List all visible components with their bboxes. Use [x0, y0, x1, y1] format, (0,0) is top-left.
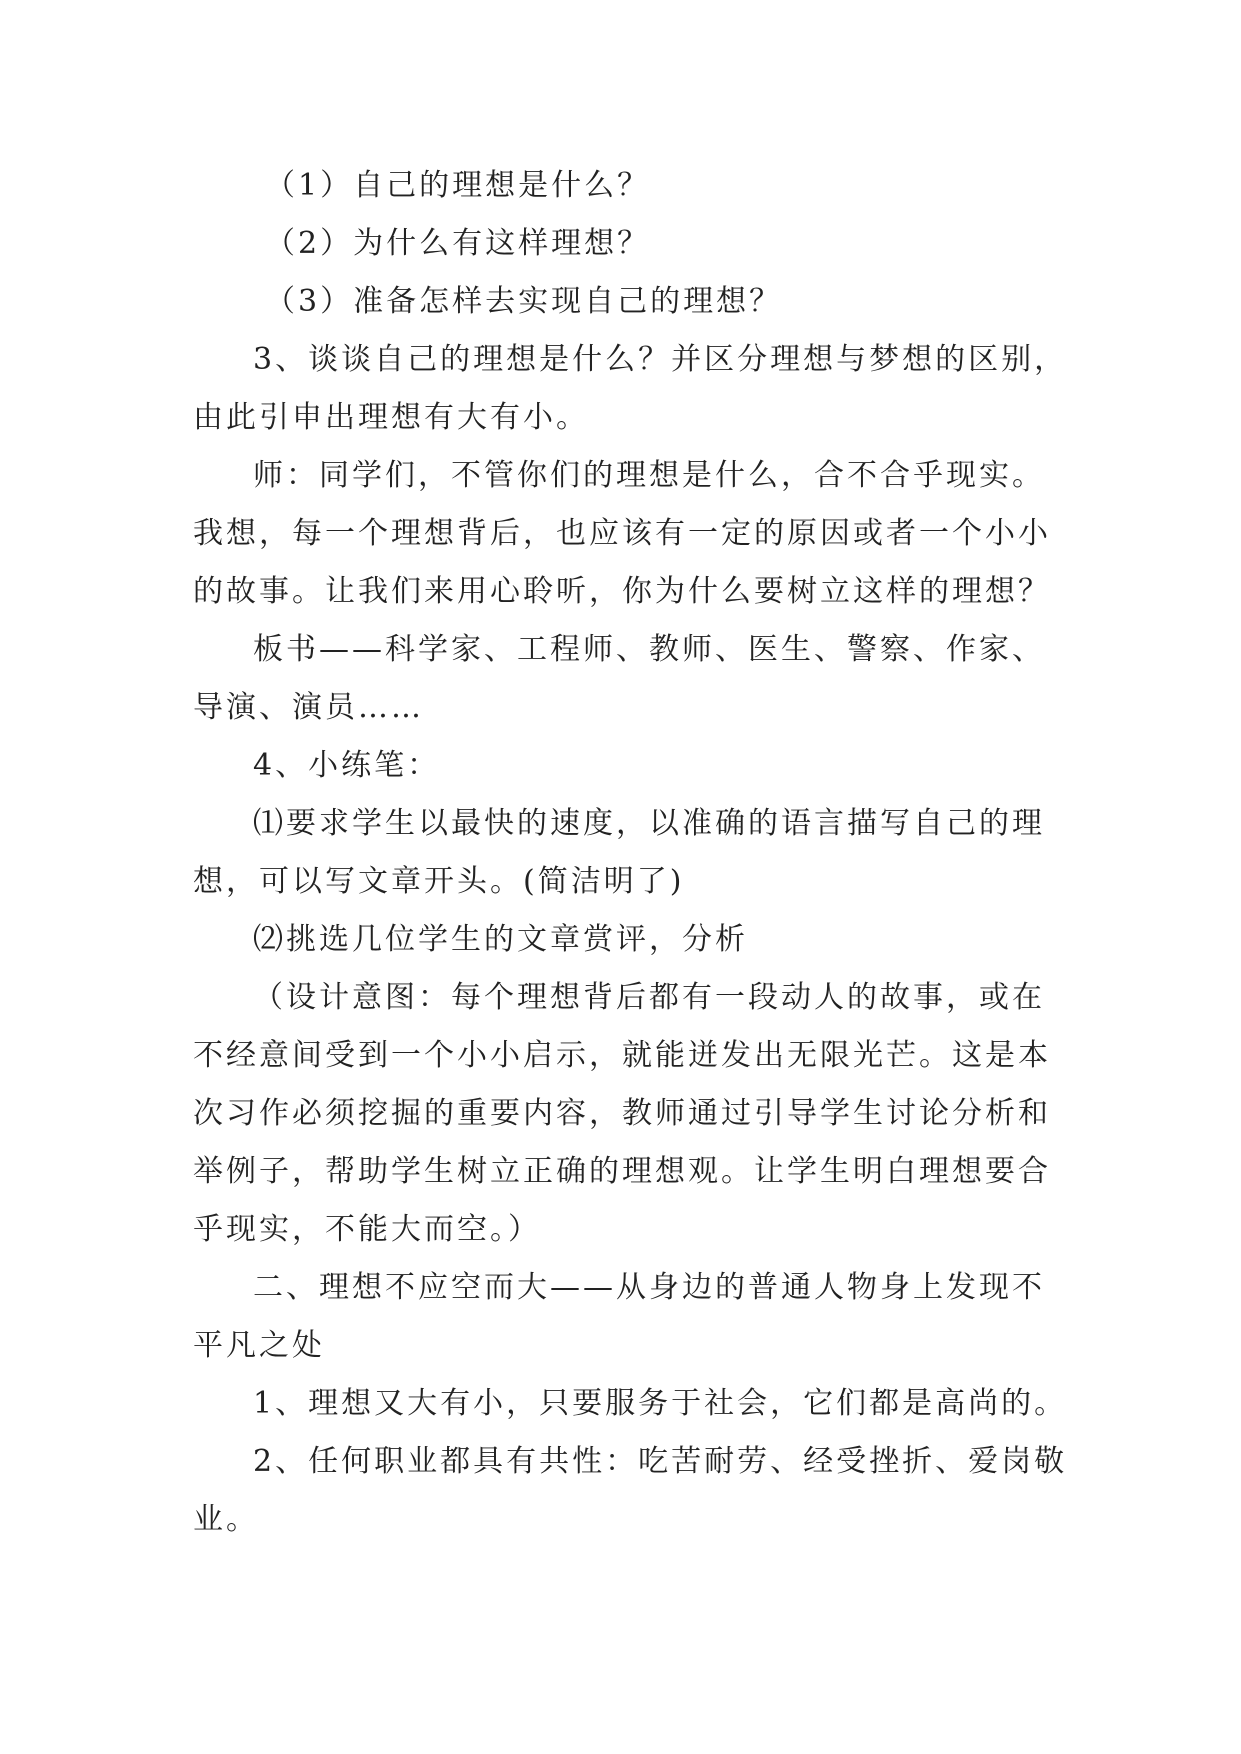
step-3-paragraph: 3、谈谈自己的理想是什么？并区分理想与梦想的区别，由此引申出理想有大有小。 — [193, 342, 1068, 435]
section-2-item-1: 1、理想又大有小，只要服务于社会，它们都是高尚的。 — [253, 1386, 1068, 1421]
question-2: （2）为什么有这样理想？ — [265, 226, 651, 261]
design-intent-paragraph: （设计意图：每个理想背后都有一段动人的故事，或在不经意间受到一个小小启示，就能迸发出无限光芒。这是本次习作必须挖掘的重要内容，教师通过引导学生讨论分析和举例子，帮助学生树立正确的理想观。让学生明白理想要合乎现实，不能大而空。） — [193, 980, 1051, 1247]
question-1: （1）自己的理想是什么？ — [265, 168, 651, 203]
step-4-item-1: ⑴要求学生以最快的速度，以准确的语言描写自己的理想，可以写文章开头。(简洁明了) — [193, 806, 1045, 899]
step-4-item-2: ⑵挑选几位学生的文章赏评，分析 — [253, 922, 748, 957]
document-body — [193, 157, 1073, 1549]
teacher-paragraph: 师：同学们，不管你们的理想是什么，合不合乎现实。我想，每一个理想背后，也应该有一定的原因或者一个小小的故事。让我们来用心聆听，你为什么要树立这样的理想？ — [193, 458, 1051, 609]
section-2-item-2: 2、任何职业都具有共性：吃苦耐劳、经受挫折、爱岗敬业。 — [193, 1444, 1068, 1537]
blackboard-paragraph: 板书——科学家、工程师、教师、医生、警察、作家、导演、演员…… — [193, 632, 1045, 725]
section-2-heading: 二、理想不应空而大——从身边的普通人物身上发现不平凡之处 — [193, 1270, 1045, 1363]
step-4-heading: 4、小练笔： — [253, 748, 441, 783]
question-3: （3）准备怎样去实现自己的理想？ — [265, 284, 783, 319]
